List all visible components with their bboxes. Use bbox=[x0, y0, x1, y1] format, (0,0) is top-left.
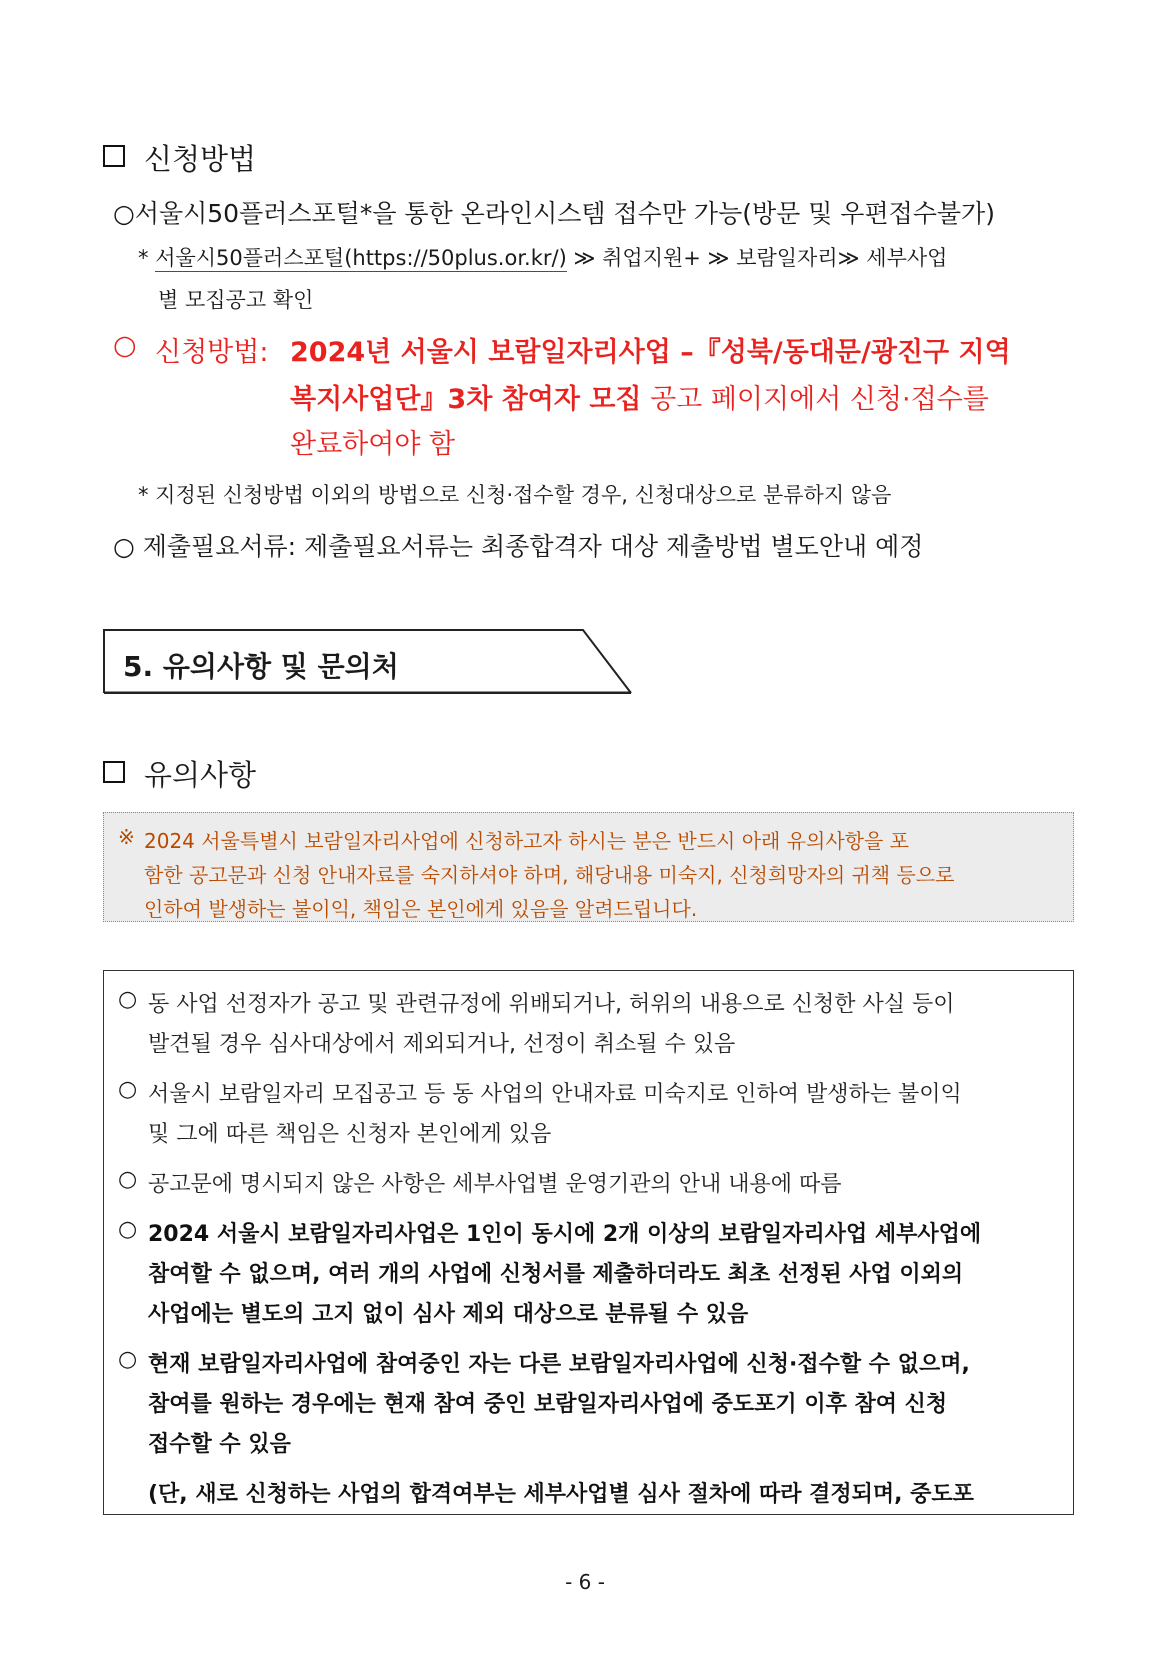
caution-item-4-line-1: 2024 서울시 보람일자리사업은 1인이 동시에 2개 이상의 보람일자리사업 세부사업에 bbox=[148, 1222, 982, 1247]
required-docs-line: ○ 제출필요서류: 제출필요서류는 최종합격자 대상 제출방법 별도안내 예정 bbox=[113, 532, 924, 561]
circle-bullet: ○ bbox=[118, 1167, 138, 1192]
apply-exclusion-note: * 지정된 신청방법 이외의 방법으로 신청·접수할 경우, 신청대상으로 분류하지 않음 bbox=[138, 483, 892, 507]
caution-item-5-line-3: 접수할 수 있음 bbox=[148, 1432, 291, 1457]
red-apply-line2: 복지사업단』3차 참여자 모집 공고 페이지에서 신청·접수를 bbox=[290, 384, 989, 415]
callout-line-1: 2024 서울특별시 보람일자리사업에 신청하고자 하시는 분은 반드시 아래 유의사항을 포 bbox=[144, 829, 909, 853]
circle-bullet: ○ bbox=[118, 1077, 138, 1102]
circle-bullet: ○ bbox=[118, 987, 138, 1012]
caution-item-3-line-1: 공고문에 명시되지 않은 사항은 세부사업별 운영기관의 안내 내용에 따름 bbox=[148, 1172, 842, 1197]
page-number: - 6 - bbox=[565, 1570, 605, 1594]
portal-note bbox=[138, 242, 947, 272]
caution-item-5-line-1: 현재 보람일자리사업에 참여중인 자는 다른 보람일자리사업에 신청·접수할 수 없으며, bbox=[148, 1352, 970, 1377]
callout-line-3: 인하여 발생하는 불이익, 책임은 본인에게 있음을 알려드립니다. bbox=[144, 897, 698, 921]
red-apply-line3: 완료하여야 함 bbox=[290, 429, 456, 460]
circle-bullet: ○ bbox=[118, 1347, 138, 1372]
portal-note-cont: 별 모집공고 확인 bbox=[158, 288, 314, 312]
section-heading-apply: 신청방법 bbox=[144, 142, 257, 176]
note-star: * bbox=[138, 246, 149, 270]
caution-item-4-line-3: 사업에는 별도의 고지 없이 심사 제외 대상으로 분류될 수 있음 bbox=[148, 1302, 749, 1327]
section-heading-cautions: 유의사항 bbox=[144, 758, 257, 792]
red-circle-bullet: ○ bbox=[113, 330, 137, 361]
caution-item-1-line-2: 발견될 경우 심사대상에서 제외되거나, 선정이 취소될 수 있음 bbox=[148, 1032, 736, 1057]
note-path: ≫ 취업지원+ ≫ 보람일자리≫ 세부사업 bbox=[573, 246, 948, 270]
portal-link[interactable]: 서울시50플러스포털(https://50plus.or.kr/) bbox=[155, 246, 567, 270]
section5-title: 5. 유의사항 및 문의처 bbox=[123, 650, 399, 683]
checkbox-square-icon bbox=[103, 145, 125, 167]
checkbox-square-icon bbox=[103, 761, 125, 783]
caution-item-4-line-2: 참여할 수 없으며, 여러 개의 사업에 신청서를 제출하더라도 최초 선정된 사업 이외의 bbox=[148, 1262, 964, 1287]
callout-line-2: 함한 공고문과 신청 안내자료를 숙지하셔야 하며, 해당내용 미숙지, 신청희망자의 귀책 등으로 bbox=[144, 863, 955, 887]
reference-mark: ※ bbox=[118, 825, 135, 849]
cautions-box bbox=[103, 970, 1074, 1515]
caution-item-5-line-2: 참여를 원하는 경우에는 현재 참여 중인 보람일자리사업에 중도포기 이후 참여 신청 bbox=[148, 1392, 948, 1417]
caution-item-5-line-4: (단, 새로 신청하는 사업의 합격여부는 세부사업별 심사 절차에 따라 결정되며, 중도포 bbox=[148, 1482, 974, 1507]
red-apply-line1: 2024년 서울시 보람일자리사업 –『성북/동대문/광진구 지역 bbox=[290, 337, 1011, 368]
circle-bullet: ○ bbox=[118, 1217, 138, 1242]
caution-item-1-line-1: 동 사업 선정자가 공고 및 관련규정에 위배되거나, 허위의 내용으로 신청한 사실 등이 bbox=[148, 992, 955, 1017]
caution-item-2-line-2: 및 그에 따른 책임은 신청자 본인에게 있음 bbox=[148, 1122, 552, 1147]
red-apply-label: 신청방법: bbox=[155, 337, 269, 368]
apply-method-line: ○서울시50플러스포털*을 통한 온라인시스템 접수만 가능(방문 및 우편접수불가) bbox=[113, 199, 995, 228]
caution-callout bbox=[103, 812, 1074, 922]
caution-item-2-line-1: 서울시 보람일자리 모집공고 등 동 사업의 안내자료 미숙지로 인하여 발생하는 불이익 bbox=[148, 1082, 962, 1107]
